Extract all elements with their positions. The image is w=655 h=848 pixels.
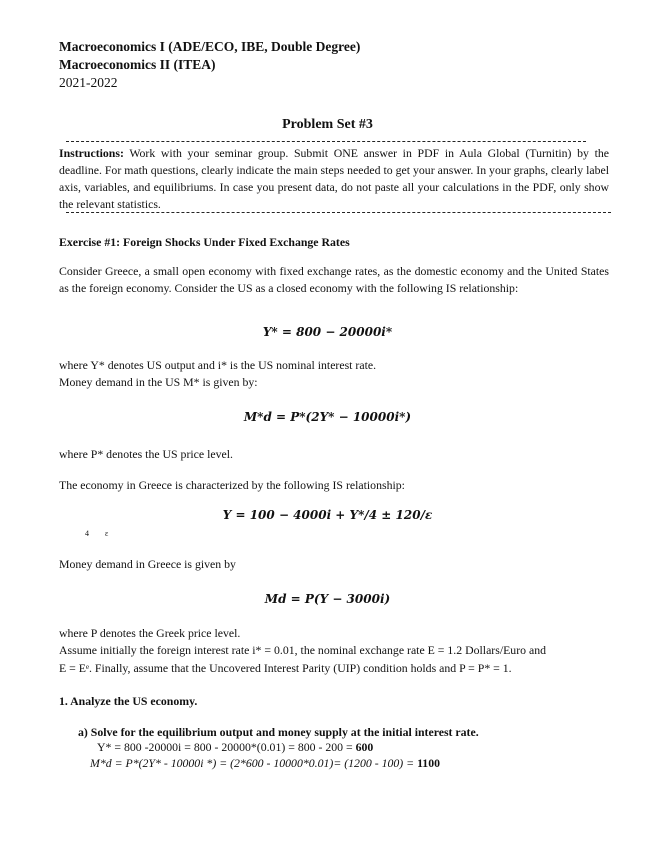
assumption-1: Assume initially the foreign interest rate i* = 0.01, the nominal exchange rate E = 1.2 Dollars/Euro and [59,643,547,657]
answer-us-output-result: 600 [355,740,374,754]
question-1a: a) Solve for the equilibrium output and money supply at the initial interest rate. [78,725,479,739]
equation-greece-is: Y = 100 − 4000i + Y*/4 ± 120/ε [222,508,433,522]
instructions-label: Instructions: [59,146,124,160]
greece-is-intro: The economy in Greece is characterized by the following IS relationship: [59,478,405,492]
exercise-intro: Consider Greece, a small open economy with fixed exchange rates, as the domestic economy and the United States as the foreign economy. Consider the US as a closed economy with the following IS relationship: [59,264,609,295]
equation-us-md: M*d = P*(2Y* − 10000i*) [243,410,412,424]
course-title-1: Macroeconomics I (ADE/ECO, IBE, Double Degree) [59,39,361,54]
where-us-output: where Y* denotes US output and i* is the US nominal interest rate. [59,358,377,372]
equation-greece-is-stray: 4 ε [85,529,109,538]
equation-greece-md: Md = P(Y − 3000i) [264,592,391,606]
money-demand-us-intro: Money demand in the US M* is given by: [59,375,258,389]
where-greece-price: where P denotes the Greek price level. [59,626,241,640]
equation-us-is: Y* = 800 − 20000i* [262,325,393,339]
divider-bottom [66,212,611,213]
assumption-2: E = Eᵉ. Finally, assume that the Uncovered Interest Parity (UIP) condition holds and P = P* = 1. [59,661,512,675]
academic-year: 2021-2022 [59,75,118,90]
answer-us-money [90,755,440,772]
answer-us-money-result: 1100 [417,756,441,770]
answer-us-money-text: M*d = P*(2Y* - 10000i *) = (2*600 - 10000*0.01)= (1200 - 100) = [90,756,418,770]
instructions-text: Work with your seminar group. Submit ONE answer in PDF in Aula Global (Turnitin) by the deadline. For math questions, clearly indicate the main steps needed to get your answer. In your graphs, clearly label axis, variables, and equilibriums. In case you present data, do not paste all your calculations in the PDF, only show the relevant statistics. [59,146,609,211]
instructions [59,145,609,213]
exercise-title: Exercise #1: Foreign Shocks Under Fixed Exchange Rates [59,235,350,249]
page-title: Problem Set #3 [282,117,373,132]
question-1: 1. Analyze the US economy. [59,694,198,708]
answer-us-output-text: Y* = 800 -20000i = 800 - 20000*(0.01) = 800 - 200 = [97,740,356,754]
divider-top [66,141,586,142]
course-title-2: Macroeconomics II (ITEA) [59,57,216,72]
where-us-price: where P* denotes the US price level. [59,447,233,461]
money-demand-greece-intro: Money demand in Greece is given by [59,557,236,571]
answer-us-output [97,739,373,756]
